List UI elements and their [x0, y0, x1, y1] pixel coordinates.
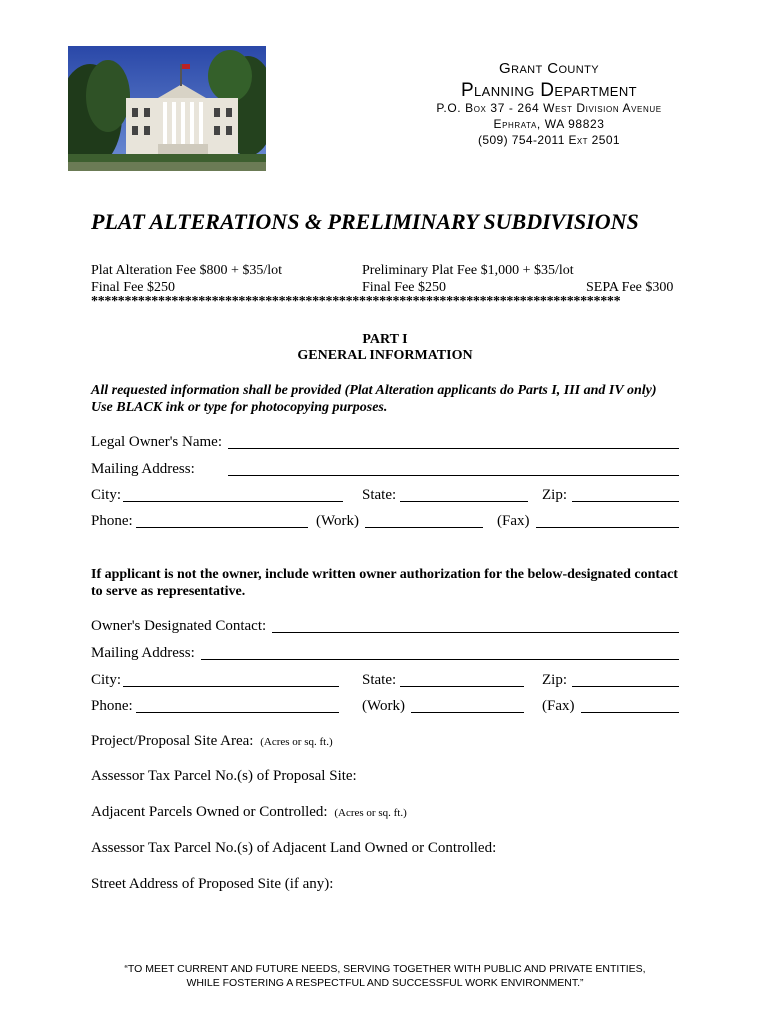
contact-state-field[interactable] — [400, 686, 524, 687]
owner-work-field[interactable] — [365, 527, 483, 528]
owner-phone-field[interactable] — [136, 527, 308, 528]
contact-city-label: City: — [91, 672, 122, 688]
adjacent-label-text: Adjacent Parcels Owned or Controlled: — [91, 804, 328, 820]
courthouse-photo — [68, 46, 266, 171]
owner-mailing-field[interactable] — [228, 475, 679, 476]
legal-owner-field[interactable] — [228, 448, 679, 449]
address-line1: P.O. Box 37 - 264 West Division Avenue — [436, 101, 662, 115]
instructions-line1: All requested information shall be provided (Plat Alteration applicants do Parts I, III and IV only) — [91, 383, 657, 398]
owner-mailing-label: Mailing Address: — [91, 461, 195, 477]
part-number: PART I — [362, 332, 408, 347]
adjacent-unit: (Acres or sq. ft.) — [334, 807, 407, 819]
contact-mailing-field[interactable] — [201, 659, 679, 660]
legal-owner-label: Legal Owner's Name: — [91, 434, 222, 450]
parcel-label: Assessor Tax Parcel No.(s) of Proposal Site: — [91, 768, 357, 784]
star-divider: ******************************************************************************* — [91, 294, 621, 309]
phone-line: (509) 754-2011 Ext 2501 — [478, 133, 620, 147]
authorization-note-line1: If applicant is not the owner, include written owner authorization for the below-designated contact — [91, 567, 678, 582]
contact-work-field[interactable] — [411, 712, 524, 713]
contact-state-label: State: — [362, 672, 397, 688]
preliminary-plat-fee: Preliminary Plat Fee $1,000 + $35/lot — [362, 263, 574, 278]
sepa-fee: SEPA Fee $300 — [586, 280, 674, 295]
site-area-unit: (Acres or sq. ft.) — [260, 736, 333, 748]
owner-city-field[interactable] — [123, 501, 343, 502]
contact-city-field[interactable] — [123, 686, 339, 687]
owner-fax-field[interactable] — [536, 527, 679, 528]
contact-work-label: (Work) — [362, 698, 405, 714]
contact-fax-label: (Fax) — [542, 698, 575, 714]
contact-label: Owner's Designated Contact: — [91, 618, 267, 634]
contact-zip-field[interactable] — [572, 686, 679, 687]
contact-phone-label: Phone: — [91, 698, 133, 714]
contact-zip-label: Zip: — [542, 672, 567, 688]
owner-phone-label: Phone: — [91, 513, 133, 529]
authorization-note-line2: to serve as representative. — [91, 584, 246, 599]
owner-state-field[interactable] — [400, 501, 528, 502]
owner-work-label: (Work) — [316, 513, 359, 529]
plat-alteration-fee: Plat Alteration Fee $800 + $35/lot — [91, 263, 283, 278]
final-fee-right: Final Fee $250 — [362, 280, 446, 295]
footer-line1: “TO MEET CURRENT AND FUTURE NEEDS, SERVING TOGETHER WITH PUBLIC AND PRIVATE ENTITIES, — [124, 963, 646, 975]
address-line2: Ephrata, WA 98823 — [493, 117, 605, 131]
owner-state-label: State: — [362, 487, 397, 503]
contact-mailing-label: Mailing Address: — [91, 645, 195, 661]
contact-field[interactable] — [272, 632, 679, 633]
site-area-label-text: Project/Proposal Site Area: — [91, 733, 254, 749]
owner-fax-label: (Fax) — [497, 513, 530, 529]
document-title: PLAT ALTERATIONS & PRELIMINARY SUBDIVISIONS — [91, 209, 639, 234]
owner-city-label: City: — [91, 487, 122, 503]
org-name-line1: Grant County — [499, 60, 599, 77]
final-fee-left: Final Fee $250 — [91, 280, 175, 295]
footer-line2: WHILE FOSTERING A RESPECTFUL AND SUCCESSFUL WORK ENVIRONMENT.” — [186, 977, 584, 989]
footer-motto — [80, 962, 690, 990]
contact-phone-field[interactable] — [136, 712, 339, 713]
instructions-line2: Use BLACK ink or type for photocopying purposes. — [91, 400, 388, 415]
org-name-line2: Planning Department — [460, 80, 638, 101]
street-address-label: Street Address of Proposed Site (if any): — [91, 876, 334, 892]
owner-zip-field[interactable] — [572, 501, 679, 502]
owner-zip-label: Zip: — [542, 487, 567, 503]
site-area-label — [91, 733, 333, 750]
adjacent-parcel-label: Assessor Tax Parcel No.(s) of Adjacent Land Owned or Controlled: — [91, 840, 497, 856]
adjacent-label — [91, 804, 407, 821]
part-heading: GENERAL INFORMATION — [297, 348, 473, 363]
contact-fax-field[interactable] — [581, 712, 679, 713]
